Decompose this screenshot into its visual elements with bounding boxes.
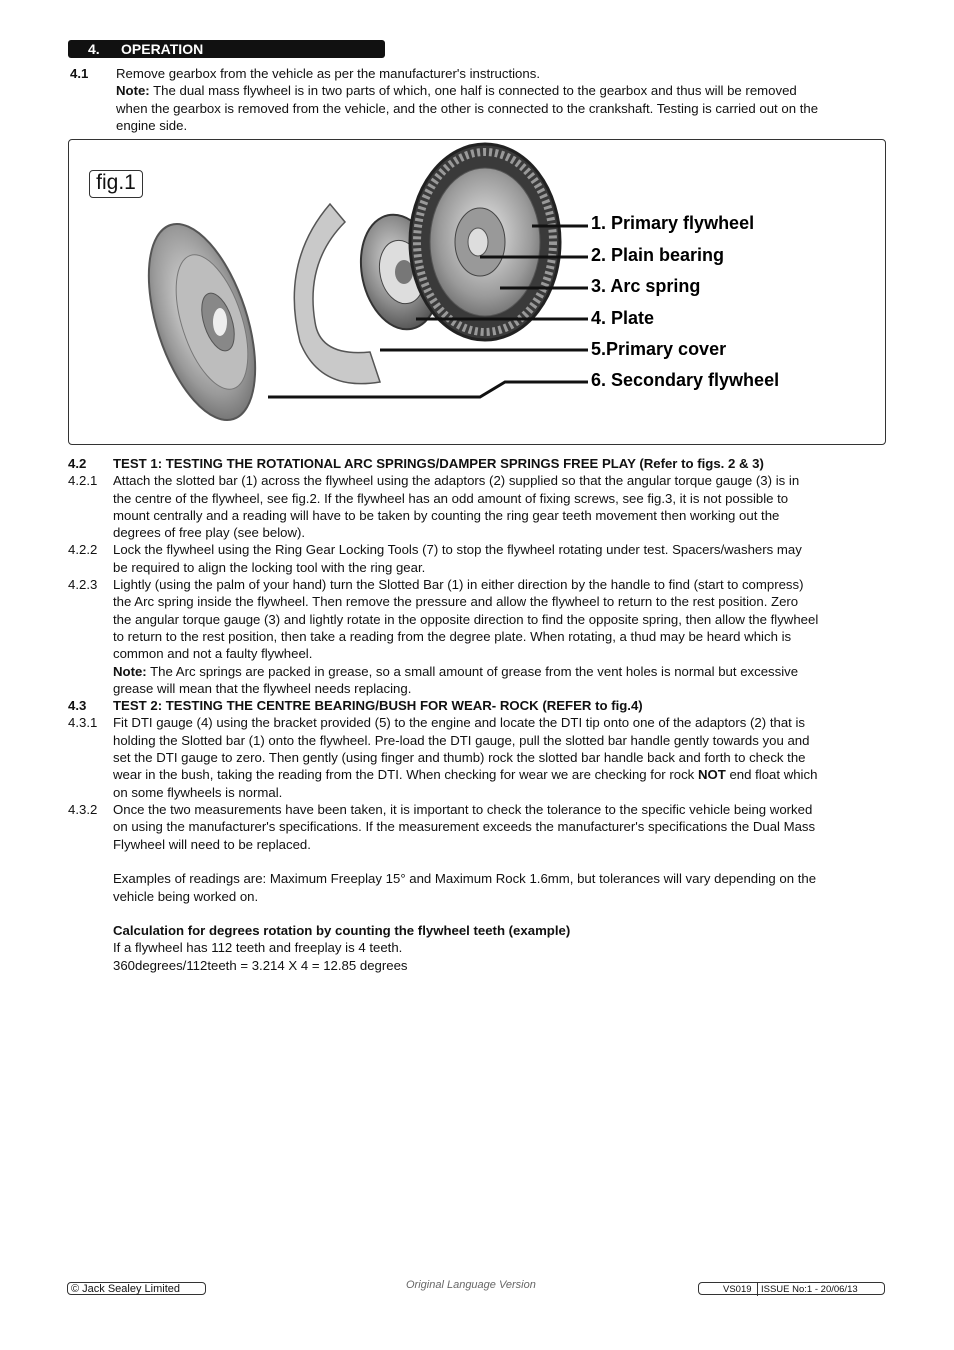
note-label: Note: bbox=[113, 664, 147, 679]
section-number: 4. bbox=[88, 41, 100, 57]
clause-4-3-1-line: on some flywheels is normal. bbox=[113, 785, 283, 800]
callout-plain-bearing: 2. Plain bearing bbox=[591, 245, 725, 265]
clause-4-2-3-line: the angular torque gauge (3) and lightly rotate in the opposite direction to find the opposite spring, then allow the flywheel bbox=[113, 612, 819, 627]
clause-4-3-2-line: Once the two measurements have been taken, it is important to check the tolerance to the specific vehicle being worked bbox=[113, 802, 813, 817]
footer-issue: ISSUE No:1 - 20/06/13 bbox=[761, 1284, 858, 1295]
figure-label: fig.1 bbox=[89, 170, 143, 198]
clause-4-3-1-line: Fit DTI gauge (4) using the bracket provided (5) to the engine and locate the DTI tip onto one of the adaptors (2) that is bbox=[113, 715, 806, 730]
clause-4-2-1-line: mount centrally and a reading will have to be taken by counting the ring gear teeth movement then working out the bbox=[113, 508, 780, 523]
calculation-line: If a flywheel has 112 teeth and freeplay is 4 teeth. bbox=[113, 940, 403, 955]
clause-4-1-text: Remove gearbox from the vehicle as per the manufacturer's instructions. bbox=[116, 66, 540, 81]
clause-4-3-heading: TEST 2: TESTING THE CENTRE BEARING/BUSH FOR WEAR- ROCK (REFER to fig.4) bbox=[113, 698, 643, 713]
clause-4-3-2-line: on using the manufacturer's specifications. If the measurement exceeds the manufacturer's specifications the Dual Mass bbox=[113, 819, 816, 834]
note-text: The Arc springs are packed in grease, so a small amount of grease from the vent holes is normal but excessive bbox=[146, 664, 799, 679]
primary-flywheel-drawing bbox=[410, 144, 560, 340]
secondary-flywheel-drawing bbox=[140, 211, 276, 433]
clause-number-4-2-2: 4.2.2 bbox=[68, 542, 98, 557]
footer-model: VS019 bbox=[723, 1284, 752, 1295]
callout-plate: 4. Plate bbox=[591, 308, 655, 328]
clause-4-2-1-line: Attach the slotted bar (1) across the flywheel using the adaptors (2) supplied so that the angular torque gauge (3) is in bbox=[113, 473, 800, 488]
callout-secondary-flywheel: 6. Secondary flywheel bbox=[591, 370, 780, 390]
clause-4-3-2-line: Flywheel will need to be replaced. bbox=[113, 837, 311, 852]
section-header bbox=[68, 40, 385, 58]
footer-issue-box bbox=[698, 1282, 885, 1295]
emphasis-not: NOT bbox=[697, 767, 726, 782]
clause-4-3-1-text: wear in the bush, taking the reading from the DTI. When checking for wear we are checking for rock bbox=[113, 767, 698, 782]
clause-4-1-note-line1 bbox=[116, 82, 797, 99]
clause-number-4-2: 4.2 bbox=[68, 456, 87, 471]
note-label: Note: bbox=[116, 83, 150, 98]
clause-4-2-3-line: Lightly (using the palm of your hand) turn the Slotted Bar (1) in either direction by the handle to find (start to compress) bbox=[113, 577, 804, 592]
clause-4-2-2-line: be required to align the locking tool with the ring gear. bbox=[113, 560, 426, 575]
calculation-heading: Calculation for degrees rotation by counting the flywheel teeth (example) bbox=[113, 923, 571, 938]
clause-4-3-1-line bbox=[113, 766, 817, 783]
clause-4-2-heading: TEST 1: TESTING THE ROTATIONAL ARC SPRINGS/DAMPER SPRINGS FREE PLAY (Refer to figs. 2 & 3) bbox=[113, 456, 764, 471]
examples-line: Examples of readings are: Maximum Freeplay 15° and Maximum Rock 1.6mm, but tolerances will vary depending on the bbox=[113, 871, 817, 886]
clause-4-2-3-line: the Arc spring inside the flywheel. Then remove the pressure and allow the flywheel to return to the rest position. Zero bbox=[113, 594, 799, 609]
clause-4-3-1-text: end float which bbox=[725, 767, 818, 782]
clause-4-1-note-line2: when the gearbox is removed from the vehicle, and the other is connected to the crankshaft. Testing is carried out on the bbox=[116, 101, 819, 116]
clause-number-4-1: 4.1 bbox=[70, 66, 89, 81]
callout-primary-cover: 5.Primary cover bbox=[591, 339, 727, 359]
clause-4-2-3-note-line1 bbox=[113, 663, 798, 680]
footer-copyright: © Jack Sealey Limited bbox=[67, 1282, 206, 1295]
clause-4-2-3-note-line2: grease will mean that the flywheel needs replacing. bbox=[113, 681, 412, 696]
note-text: The dual mass flywheel is in two parts of which, one half is connected to the gearbox and thus will be removed bbox=[149, 83, 797, 98]
clause-number-4-2-1: 4.2.1 bbox=[68, 473, 98, 488]
clause-4-2-1-line: degrees of free play (see below). bbox=[113, 525, 306, 540]
clause-number-4-3-1: 4.3.1 bbox=[68, 715, 98, 730]
footer-divider bbox=[757, 1283, 758, 1296]
clause-4-3-1-line: holding the Slotted bar (1) onto the flywheel. Pre-load the DTI gauge, pull the slotted bar handle gently towards you and bbox=[113, 733, 810, 748]
clause-4-3-1-line: set the DTI gauge to zero. Then gently (using finger and thumb) rock the slotted bar handle back and forth to check the bbox=[113, 750, 806, 765]
examples-line: vehicle being worked on. bbox=[113, 889, 259, 904]
clause-4-2-1-line: the centre of the flywheel, see fig.2. If the flywheel has an odd amount of fixing screws, see fig.3, it is not possible to bbox=[113, 491, 789, 506]
clause-4-2-2-line: Lock the flywheel using the Ring Gear Locking Tools (7) to stop the flywheel rotating under test. Spacers/washers may bbox=[113, 542, 802, 557]
clause-4-2-3-line: to return to the rest position, then take a reading from the degree plate. When rotating, a thud may be heard which is bbox=[113, 629, 792, 644]
clause-number-4-3: 4.3 bbox=[68, 698, 87, 713]
clause-number-4-3-2: 4.3.2 bbox=[68, 802, 98, 817]
callout-primary-flywheel: 1. Primary flywheel bbox=[591, 213, 755, 233]
footer-language-note: Original Language Version bbox=[406, 1279, 536, 1291]
flywheel-exploded-illustration bbox=[140, 142, 800, 440]
callout-arc-spring: 3. Arc spring bbox=[591, 276, 701, 296]
calculation-line: 360degrees/112teeth = 3.214 X 4 = 12.85 degrees bbox=[113, 958, 408, 973]
clause-4-1-note-line3: engine side. bbox=[116, 118, 188, 133]
section-title: OPERATION bbox=[121, 41, 204, 57]
clause-4-2-3-line: common and not a faulty flywheel. bbox=[113, 646, 313, 661]
clause-number-4-2-3: 4.2.3 bbox=[68, 577, 98, 592]
